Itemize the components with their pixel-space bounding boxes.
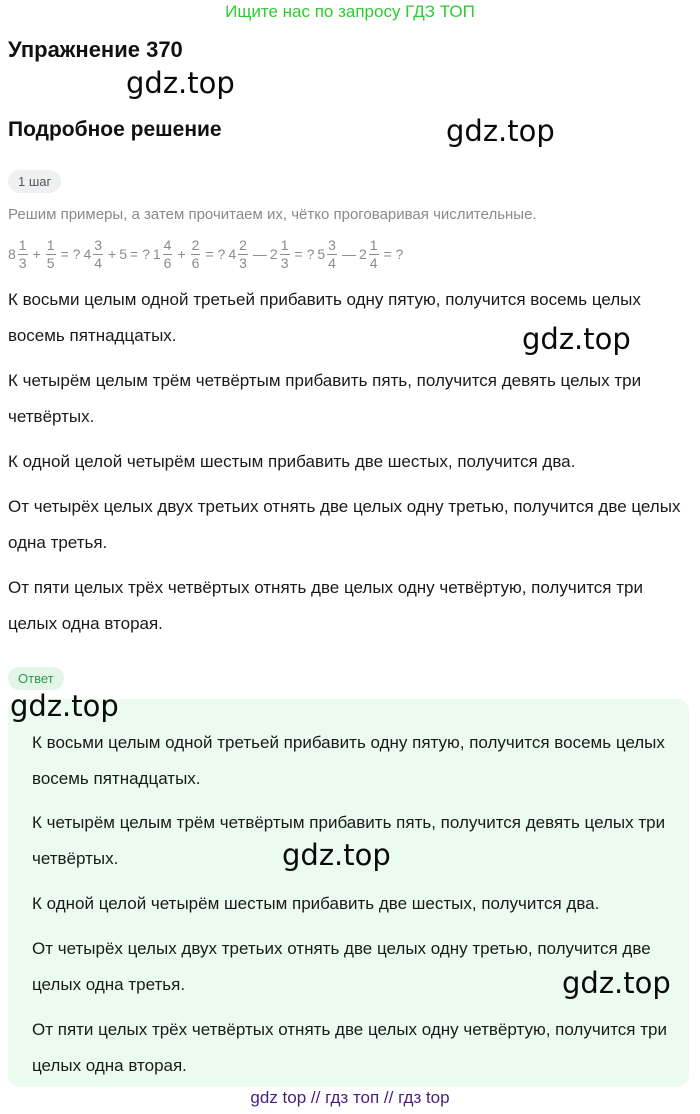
whole-part: 8 <box>8 246 16 262</box>
expression <box>317 237 406 272</box>
answer-badge: Ответ <box>8 667 64 690</box>
whole-part: 5 <box>119 246 128 262</box>
whole-part: 5 <box>317 246 326 262</box>
fraction: $\frac{1}{4}$ <box>369 236 378 271</box>
step-badge: 1 шаг <box>8 170 61 193</box>
equals: = ? <box>130 246 150 262</box>
expression <box>8 237 83 272</box>
whole-part: 4 <box>228 246 237 262</box>
answer-paragraph: К четырём целым трём четвёртым прибавить пять, получится девять целых три четвёртых. <box>32 813 666 868</box>
operator: + <box>177 246 186 262</box>
answer-paragraph: К восьми целым одной третьей прибавить одну пятую, получится восемь целых восемь пятнадцатых. <box>32 733 665 788</box>
solution-paragraph: К одной целой четырём шестым прибавить две шестых, получится два. <box>8 452 576 471</box>
fraction: $\frac{3}{4}$ <box>94 236 103 271</box>
exercise-title: Упражнение 370 <box>8 37 183 62</box>
operator: — <box>252 246 267 262</box>
whole-part: 2 <box>358 246 367 262</box>
watermark: gdz.top <box>562 966 671 1000</box>
fraction: $\frac{2}{6}$ <box>191 236 200 271</box>
expression <box>153 237 228 272</box>
search-banner[interactable]: Ищите нас по запросу ГДЗ ТОП <box>225 2 475 21</box>
task-text: Решим примеры, а затем прочитаем их, чётко проговаривая числительные. <box>8 206 537 223</box>
solution-paragraph: От пяти целых трёх четвёртых отнять две целых одну четвёртую, получится три целых одна вторая. <box>8 578 643 633</box>
equals: = ? <box>60 246 81 262</box>
fraction: $\frac{1}{5}$ <box>46 236 55 271</box>
expression <box>83 237 152 272</box>
watermark: gdz.top <box>282 838 391 872</box>
whole-part: 1 <box>152 246 161 262</box>
fraction: $\frac{3}{4}$ <box>328 236 336 271</box>
solution-heading: Подробное решение <box>8 118 222 141</box>
watermark: gdz.top <box>126 66 235 100</box>
operator: + <box>108 246 117 262</box>
answer-paragraph: От четырёх целых двух третьих отнять две целых одну третью, получится две целых одна третья. <box>32 939 651 994</box>
fraction: $\frac{4}{6}$ <box>163 236 172 271</box>
fraction: $\frac{1}{3}$ <box>280 236 289 271</box>
equals: = ? <box>383 246 404 262</box>
watermark: gdz.top <box>10 689 119 723</box>
whole-part: 4 <box>83 246 92 262</box>
solution-paragraph: От четырёх целых двух третьих отнять две целых одну третью, получится две целых одна третья. <box>8 497 681 552</box>
operator: + <box>32 246 41 262</box>
fraction: $\frac{2}{3}$ <box>239 236 247 271</box>
solution-paragraph: К восьми целым одной третьей прибавить одну пятую, получится восемь целых восемь пятнадцатых. <box>8 290 641 345</box>
equals: = ? <box>294 246 315 262</box>
whole-part: 2 <box>269 246 278 262</box>
watermark: gdz.top <box>522 322 631 356</box>
equals: = ? <box>205 246 226 262</box>
expression <box>228 237 317 272</box>
watermark: gdz.top <box>446 114 555 148</box>
solution-paragraph: К четырём целым трём четвёртым прибавить пять, получится девять целых три четвёртых. <box>8 371 642 426</box>
answer-paragraph: К одной целой четырём шестым прибавить две шестых, получится два. <box>32 894 600 913</box>
answer-paragraph: От пяти целых трёх четвёртых отнять две целых одну четвёртую, получится три целых одна вторая. <box>32 1020 667 1075</box>
math-expressions <box>8 231 406 277</box>
footer-links[interactable]: gdz top // гдз топ // гдз top <box>250 1088 450 1107</box>
fraction: $\frac{1}{3}$ <box>18 236 27 271</box>
operator: — <box>341 246 356 262</box>
